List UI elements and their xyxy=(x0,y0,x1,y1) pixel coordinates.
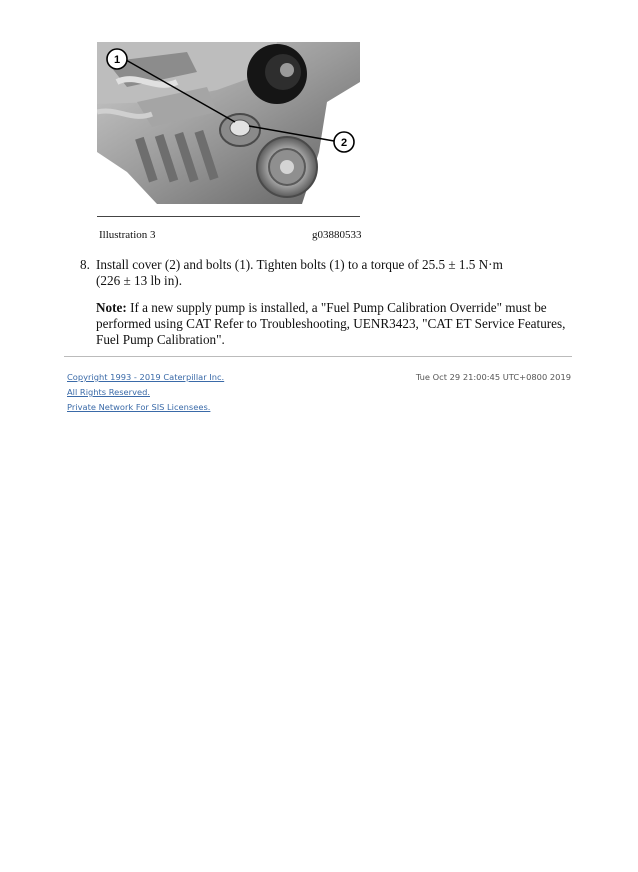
note-text: If a new supply pump is installed, a "Fuel Pump Calibration Override" must be performed using CAT Refer to Troubleshooting, UENR3423, "CAT ET Service Features, Fuel Pump Calibration". xyxy=(96,300,566,347)
step-text-line-1: Install cover (2) and bolts (1). Tighten bolts (1) to a torque of 25.5 ± 1.5 N·m xyxy=(96,257,503,272)
note-paragraph xyxy=(96,300,566,348)
step-8 xyxy=(80,257,560,289)
engine-illustration xyxy=(97,42,360,204)
figure-caption-label: Illustration 3 xyxy=(99,229,156,241)
step-text xyxy=(96,257,560,289)
copyright-link[interactable]: Copyright 1993 - 2019 Caterpillar Inc. xyxy=(67,372,225,382)
footer-divider xyxy=(64,356,572,357)
caption-divider xyxy=(97,216,360,217)
callout-1 xyxy=(107,49,127,69)
svg-text:2: 2 xyxy=(340,137,348,149)
callout-2 xyxy=(334,132,354,152)
footer-timestamp: Tue Oct 29 21:00:45 UTC+0800 2019 xyxy=(415,372,571,382)
network-link[interactable]: Private Network For SIS Licensees. xyxy=(67,402,211,412)
note-label: Note: xyxy=(96,300,127,315)
step-number: 8. xyxy=(80,257,90,272)
step-text-line-2: (226 ± 13 lb in). xyxy=(96,273,182,288)
rights-link[interactable]: All Rights Reserved. xyxy=(67,387,150,397)
svg-text:1: 1 xyxy=(113,54,121,66)
figure-caption-id: g03880533 xyxy=(312,229,362,241)
